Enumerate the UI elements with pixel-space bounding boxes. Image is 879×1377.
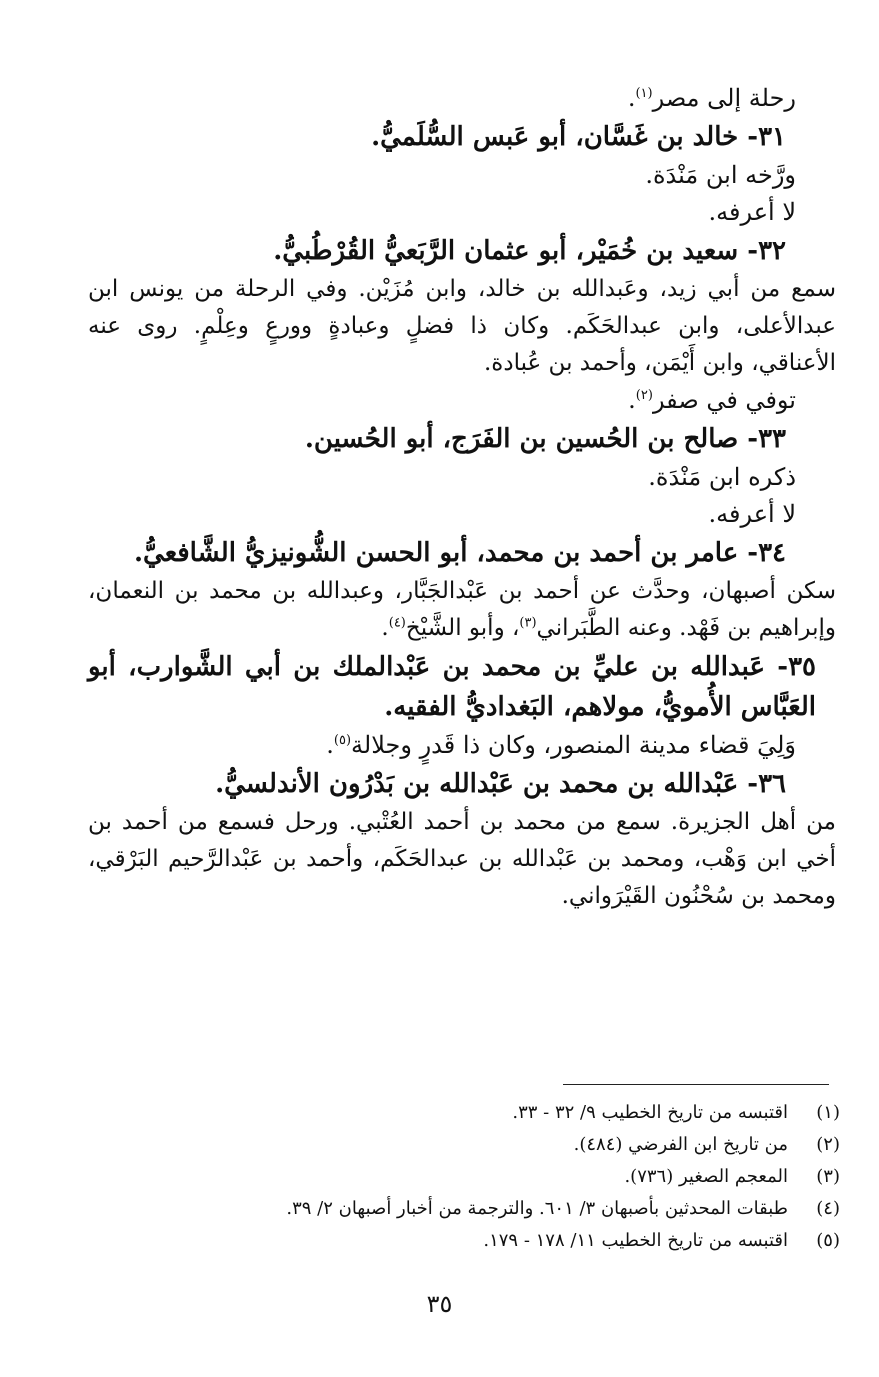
main-text	[88, 80, 836, 915]
footnotes	[150, 1097, 840, 1257]
footnote-5: (٥) اقتبسه من تاريخ الخطيب ١١/ ١٧٨ - ١٧٩.	[483, 1230, 840, 1251]
footnote-3: (٣) المعجم الصغير (٧٣٦).	[624, 1166, 840, 1187]
entry-34-body: سكن أصبهان، وحدَّث عن أحمد بن عَبْدالجَبَّار، وعبدالله بن محمد بن النعمان، وإبراهيم بن فَهْد. وعنه الطَّبَراني$^{(٣)}$، وأبو الشَّيْخ$^{(٤)}$.	[88, 578, 836, 641]
entry-35-heading: ٣٥- عَبدالله بن عليِّ بن محمد بن عَبْدالملك بن أبي الشَّوارب، أبو العَبَّاس الأُمويُّ، مولاهم، البَغداديُّ الفقيه.	[88, 652, 816, 722]
footnote-ref[interactable]: (١)	[635, 86, 653, 101]
entry-35-text: وَلِيَ قضاء مدينة المنصور، وكان ذا قَدرٍ وجلالة$^{(٥)}$.	[326, 731, 796, 759]
entry-31-text: لا أعرفه.	[708, 198, 796, 226]
entry-30-tail: رحلة إلى مصر$^{(١)}$.	[627, 84, 796, 112]
footnote-ref[interactable]: (٥)	[333, 733, 352, 748]
entry-31-heading: ٣١- خالد بن غَسَّان، أبو عَبس السُّلَميُّ.	[371, 122, 786, 152]
footnote-divider	[563, 1084, 829, 1085]
footnote-ref[interactable]: (٤)	[388, 615, 406, 631]
page-number: ٣٥	[426, 1290, 453, 1318]
footnote-2: (٢) من تاريخ ابن الفرضي (٤٨٤).	[573, 1134, 840, 1155]
entry-36-body: من أهل الجزيرة. سمع من محمد بن أحمد العُتْبي. ورحل فسمع من أحمد بن أخي ابن وَهْب، ومحمد بن عَبْدالله بن عبدالحَكَم، وأحمد بن عَبْدالرَّحيم البَرْقي، ومحمد بن سُحْنُون القَيْرَواني.	[88, 809, 836, 909]
entry-32-death: توفي في صفر$^{(٢)}$.	[628, 386, 796, 414]
entry-36-heading: ٣٦- عَبْدالله بن محمد بن عَبْدالله بن بَدْرُون الأندلسيُّ.	[215, 769, 786, 799]
footnote-4: (٤) طبقات المحدثين بأصبهان ٣/ ٦٠١. والترجمة من أخبار أصبهان ٢/ ٣٩.	[286, 1198, 840, 1219]
entry-33-text: ذكره ابن مَنْدَة.	[648, 463, 796, 491]
entry-34-heading: ٣٤- عامر بن أحمد بن محمد، أبو الحسن الشُّونيزيُّ الشَّافعيُّ.	[133, 538, 786, 568]
footnote-1: (١) اقتبسه من تاريخ الخطيب ٩/ ٣٢ - ٣٣.	[512, 1102, 840, 1123]
footnote-ref[interactable]: (٢)	[635, 388, 653, 403]
entry-33-heading: ٣٣- صالح بن الحُسين بن الفَرَج، أبو الحُسين.	[304, 424, 786, 454]
entry-32-heading: ٣٢- سعيد بن خُمَيْر، أبو عثمان الرَّبَعيُّ القُرْطُبيُّ.	[273, 236, 786, 266]
entry-31-text: ورَّخه ابن مَنْدَة.	[645, 161, 796, 189]
footnote-ref[interactable]: (٣)	[519, 615, 537, 631]
entry-33-text: لا أعرفه.	[708, 500, 796, 528]
entry-32-body: سمع من أبي زيد، وعَبدالله بن خالد، وابن مُزَيْن. وفي الرحلة من يونس ابن عبدالأعلى، وابن عبدالحَكَم. وكان ذا فضلٍ وعبادةٍ وورعٍ وعِلْمٍ. روى عنه الأعناقي، وابن أَيْمَن، وأحمد بن عُبادة.	[88, 276, 836, 376]
